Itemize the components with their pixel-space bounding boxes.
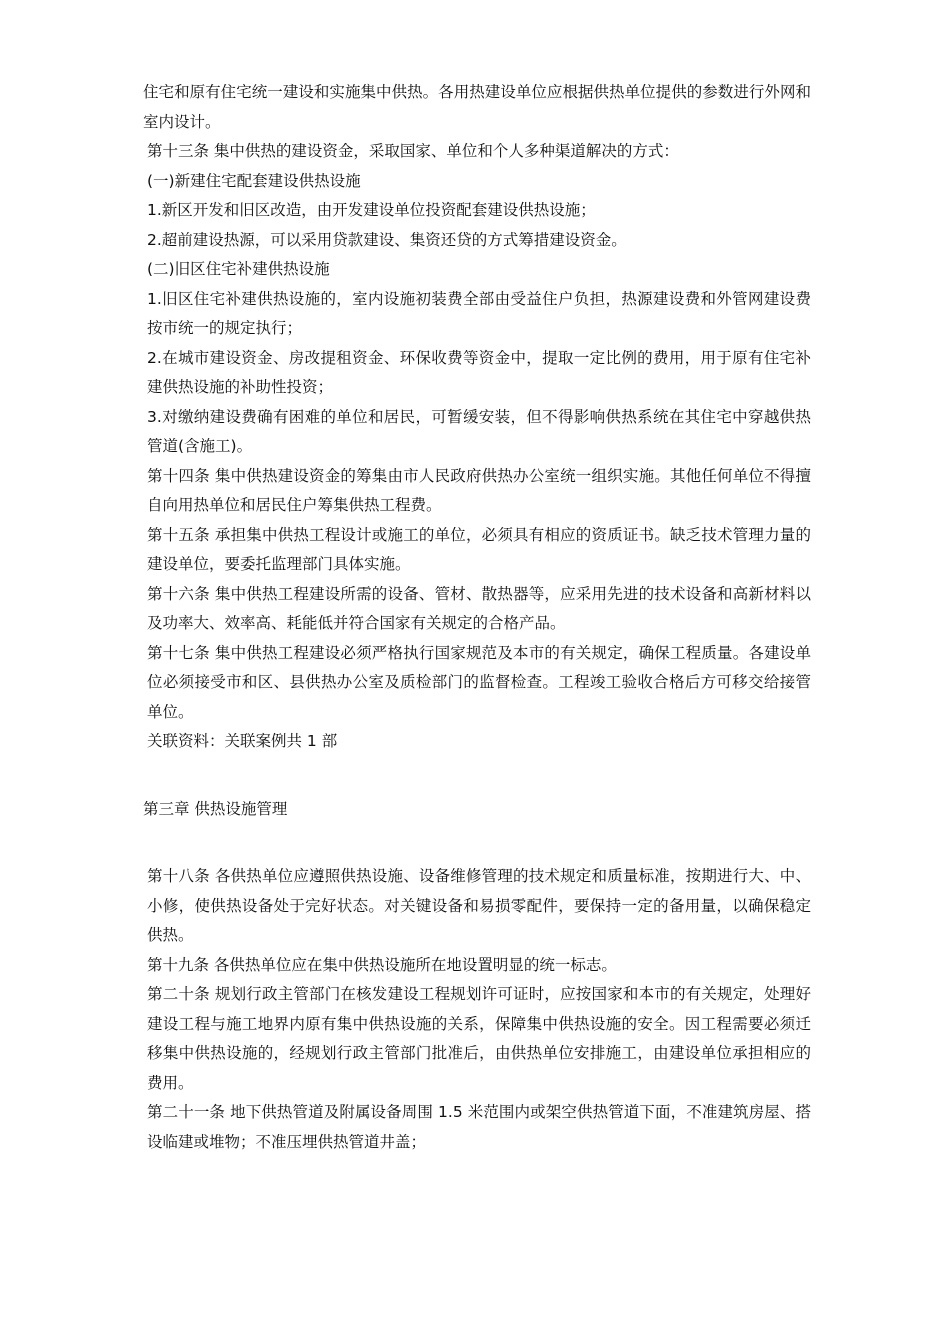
chapter-title: 第三章 供热设施管理: [143, 799, 288, 818]
related-materials: 关联资料：关联案例共 1 部: [147, 732, 338, 750]
article-14: 第十四条 集中供热建设资金的筹集由市人民政府供热办公室统一组织实施。其他任何单位不得擅自向用热单位和居民住户筹集供热工程费。: [147, 466, 811, 514]
article-15: 第十五条 承担集中供热工程设计或施工的单位，必须具有相应的资质证书。缺乏技术管理力量的建设单位，要委托监理部门具体实施。: [147, 525, 811, 573]
article-13-item-1-1: 1.新区开发和旧区改造，由开发建设单位投资配套建设供热设施；: [147, 201, 596, 219]
article-13-item-1-2: 2.超前建设热源，可以采用贷款建设、集资还贷的方式筹措建设资金。: [147, 230, 627, 249]
document-page: [143, 78, 811, 1157]
article-13-item-2-3: 3.对缴纳建设费确有困难的单位和居民，可暂缓安装，但不得影响供热系统在其住宅中穿越供热管道(含施工)。: [147, 407, 811, 455]
article-13: 第十三条 集中供热的建设资金，采取国家、单位和个人多种渠道解决的方式：: [147, 142, 679, 160]
article-13-item-2-2: 2.在城市建设资金、房改提租资金、环保收费等资金中，提取一定比例的费用，用于原有住宅补建供热设施的补助性投资；: [147, 348, 811, 396]
article-16: 第十六条 集中供热工程建设所需的设备、管材、散热器等，应采用先进的技术设备和高新材料以及功率大、效率高、耗能低并符合国家有关规定的合格产品。: [147, 584, 811, 632]
article-18: 第十八条 各供热单位应遵照供热设施、设备维修管理的技术规定和质量标准，按期进行大、中、小修，使供热设备处于完好状态。对关键设备和易损零配件，要保持一定的备用量，以确保稳定供热。: [147, 867, 811, 944]
article-21: 第二十一条 地下供热管道及附属设备周围 1.5 米范围内或架空供热管道下面，不准建筑房屋、搭设临建或堆物；不准压埋供热管道井盖；: [147, 1103, 811, 1151]
article-13-item-1: (一)新建住宅配套建设供热设施: [147, 171, 361, 190]
article-13-item-2: (二)旧区住宅补建供热设施: [147, 260, 330, 278]
article-13-item-2-1: 1.旧区住宅补建供热设施的，室内设施初装费全部由受益住户负担，热源建设费和外管网建设费按市统一的规定执行；: [147, 289, 811, 337]
paragraph-continuation: 住宅和原有住宅统一建设和实施集中供热。各用热建设单位应根据供热单位提供的参数进行外网和室内设计。: [143, 83, 811, 131]
article-20: 第二十条 规划行政主管部门在核发建设工程规划许可证时，应按国家和本市的有关规定，处理好建设工程与施工地界内原有集中供热设施的关系，保障集中供热设施的安全。因工程需要必须迁移集中供热设施的，经规划行政主管部门批准后，由供热单位安排施工，由建设单位承担相应的费用。: [147, 985, 811, 1092]
article-17: 第十七条 集中供热工程建设必须严格执行国家规范及本市的有关规定，确保工程质量。各建设单位必须接受市和区、县供热办公室及质检部门的监督检查。工程竣工验收合格后方可移交给接管单位。: [147, 643, 811, 721]
article-19: 第十九条 各供热单位应在集中供热设施所在地设置明显的统一标志。: [147, 955, 617, 974]
